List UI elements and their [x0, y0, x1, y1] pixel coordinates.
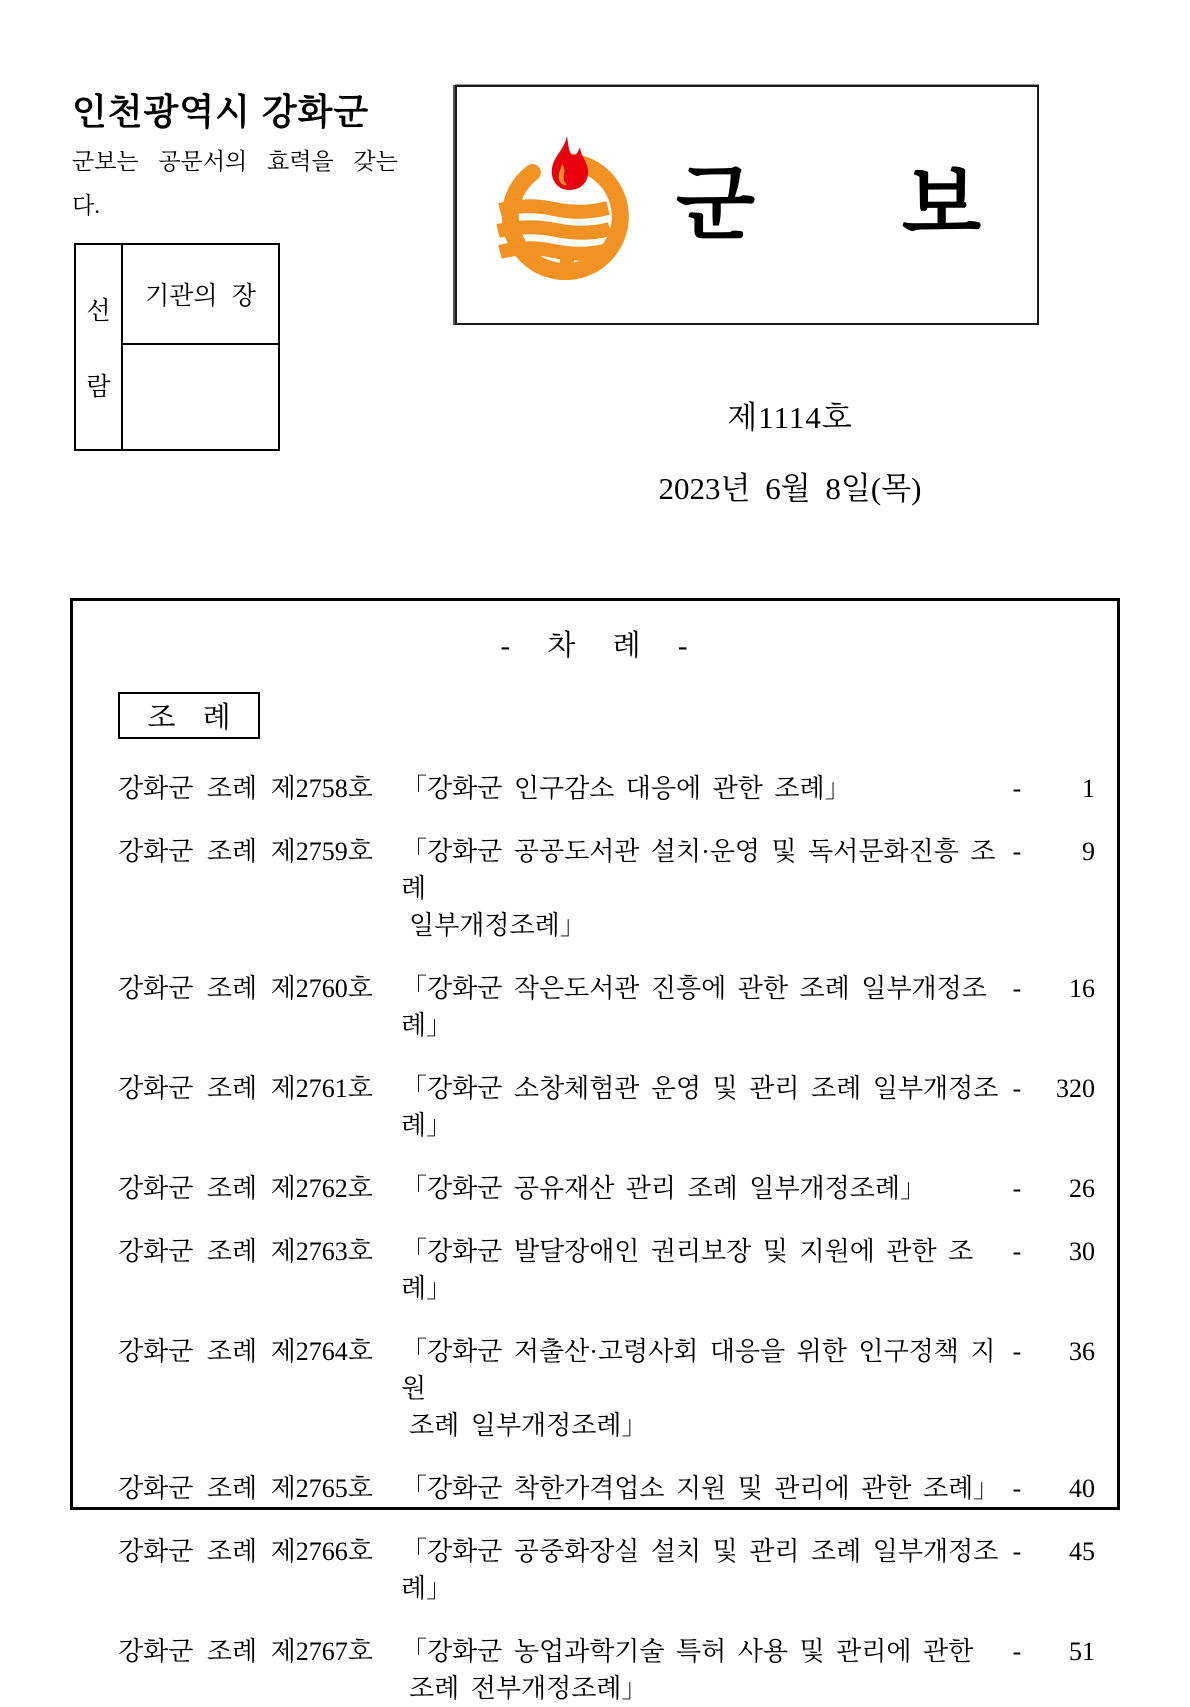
- toc-title: - 차 례 -: [500, 630, 690, 662]
- toc-entry: [118, 970, 1095, 1044]
- ordinance-title-line1: 「강화군 공유재산 관리 조례 일부개정조례」: [401, 1174, 926, 1203]
- page-number: 30: [1069, 1237, 1095, 1266]
- ordinance-title-line1: 「강화군 공중화장실 설치 및 관리 조례 일부개정조례」: [401, 1537, 999, 1603]
- ordinance-title: [401, 1233, 999, 1307]
- page-number: 320: [1056, 1074, 1095, 1103]
- approval-table: [74, 243, 280, 451]
- leader-dash: -: [1012, 1637, 1022, 1666]
- masthead-box: [455, 85, 1039, 325]
- leader-dash: -: [1012, 1237, 1022, 1266]
- issue-date: 2023년 6월 8일(목): [658, 471, 922, 506]
- page-number: 9: [1082, 837, 1095, 866]
- page-number: 1: [1082, 774, 1095, 803]
- toc-entry: [118, 1233, 1095, 1307]
- toc-entry: [118, 1333, 1095, 1444]
- ordinance-title: [401, 1470, 999, 1507]
- ordinance-title: [401, 970, 999, 1044]
- ordinance-title-line1: 「강화군 소창체험관 운영 및 관리 조례 일부개정조례」: [401, 1074, 999, 1140]
- ordinance-number: 강화군 조례 제2764호: [118, 1337, 373, 1366]
- ordinance-number: 강화군 조례 제2763호: [118, 1237, 373, 1266]
- gazette-title: 군 보: [675, 159, 984, 250]
- ordinance-title: [401, 1533, 999, 1607]
- ordinance-title: [401, 770, 999, 807]
- table-of-contents-box: [70, 598, 1120, 1703]
- ordinance-title-line1: 「강화군 작은도서관 진흥에 관한 조례 일부개정조례」: [401, 974, 987, 1040]
- toc-section-label: 조 례: [118, 692, 260, 739]
- toc-entry: [118, 1070, 1095, 1144]
- page-number: 36: [1069, 1337, 1095, 1366]
- toc-entry: [118, 833, 1095, 944]
- page-number: 40: [1069, 1474, 1095, 1503]
- issue-number: 제1114호: [727, 400, 853, 435]
- leader-dash: -: [1012, 774, 1022, 803]
- toc-entry: [118, 1633, 1095, 1707]
- organization-title: 인천광역시 강화군: [72, 91, 370, 132]
- ordinance-number: 강화군 조례 제2759호: [118, 837, 373, 866]
- ordinance-number: 강화군 조례 제2761호: [118, 1074, 373, 1103]
- toc-entry: [118, 770, 1095, 807]
- ordinance-title: [401, 1633, 999, 1707]
- toc-entry-list: [118, 770, 1095, 1707]
- ordinance-title-line1: 「강화군 농업과학기술 특허 사용 및 관리에 관한: [401, 1637, 974, 1666]
- ordinance-title-line2: 조례 전부개정조례」: [409, 1674, 648, 1703]
- ordinance-title-line1: 「강화군 인구감소 대응에 관한 조례」: [401, 774, 851, 803]
- ordinance-title: [401, 1070, 999, 1144]
- toc-entry: [118, 1470, 1095, 1507]
- page-number: 45: [1069, 1537, 1095, 1566]
- gazette-effect-note: 군보는 공문서의 효력을 갖는다.: [72, 149, 398, 218]
- ordinance-title-line1: 「강화군 착한가격업소 지원 및 관리에 관한 조례」: [401, 1474, 1000, 1503]
- approval-signature-cell: [123, 345, 278, 449]
- ordinance-number: 강화군 조례 제2760호: [118, 974, 373, 1003]
- leader-dash: -: [1012, 837, 1022, 866]
- ordinance-title: [401, 833, 999, 944]
- leader-dash: -: [1012, 1337, 1022, 1366]
- toc-entry: [118, 1170, 1095, 1207]
- ordinance-title-line1: 「강화군 저출산·고령사회 대응을 위한 인구정책 지원: [401, 1337, 996, 1403]
- ordinance-number: 강화군 조례 제2762호: [118, 1174, 373, 1203]
- leader-dash: -: [1012, 1174, 1022, 1203]
- leader-dash: -: [1012, 1474, 1022, 1503]
- ordinance-title: [401, 1333, 999, 1444]
- ordinance-title-line2: 조례 일부개정조례」: [409, 1411, 648, 1440]
- leader-dash: -: [1012, 1074, 1022, 1103]
- ordinance-number: 강화군 조례 제2767호: [118, 1637, 373, 1666]
- ordinance-title: [401, 1170, 999, 1207]
- approval-side-label: [76, 245, 123, 449]
- page-number: 51: [1069, 1637, 1095, 1666]
- page-number: 26: [1069, 1174, 1095, 1203]
- approval-cells: [123, 245, 278, 449]
- approval-side-char: 람: [86, 374, 111, 401]
- ordinance-number: 강화군 조례 제2765호: [118, 1474, 373, 1503]
- approval-side-char: 선: [86, 298, 111, 325]
- ordinance-number: 강화군 조례 제2766호: [118, 1537, 373, 1566]
- ordinance-title-line2: 일부개정조례」: [409, 911, 586, 940]
- approval-header-cell: 기관의 장: [123, 245, 278, 345]
- ganghwa-county-logo-icon: [492, 130, 642, 280]
- ordinance-number: 강화군 조례 제2758호: [118, 774, 373, 803]
- toc-entry: [118, 1533, 1095, 1607]
- leader-dash: -: [1012, 974, 1022, 1003]
- ordinance-title-line1: 「강화군 발달장애인 권리보장 및 지원에 관한 조례」: [401, 1237, 974, 1303]
- page-number: 16: [1069, 974, 1095, 1003]
- leader-dash: -: [1012, 1537, 1022, 1566]
- ordinance-title-line1: 「강화군 공공도서관 설치·운영 및 독서문화진흥 조례: [401, 837, 996, 903]
